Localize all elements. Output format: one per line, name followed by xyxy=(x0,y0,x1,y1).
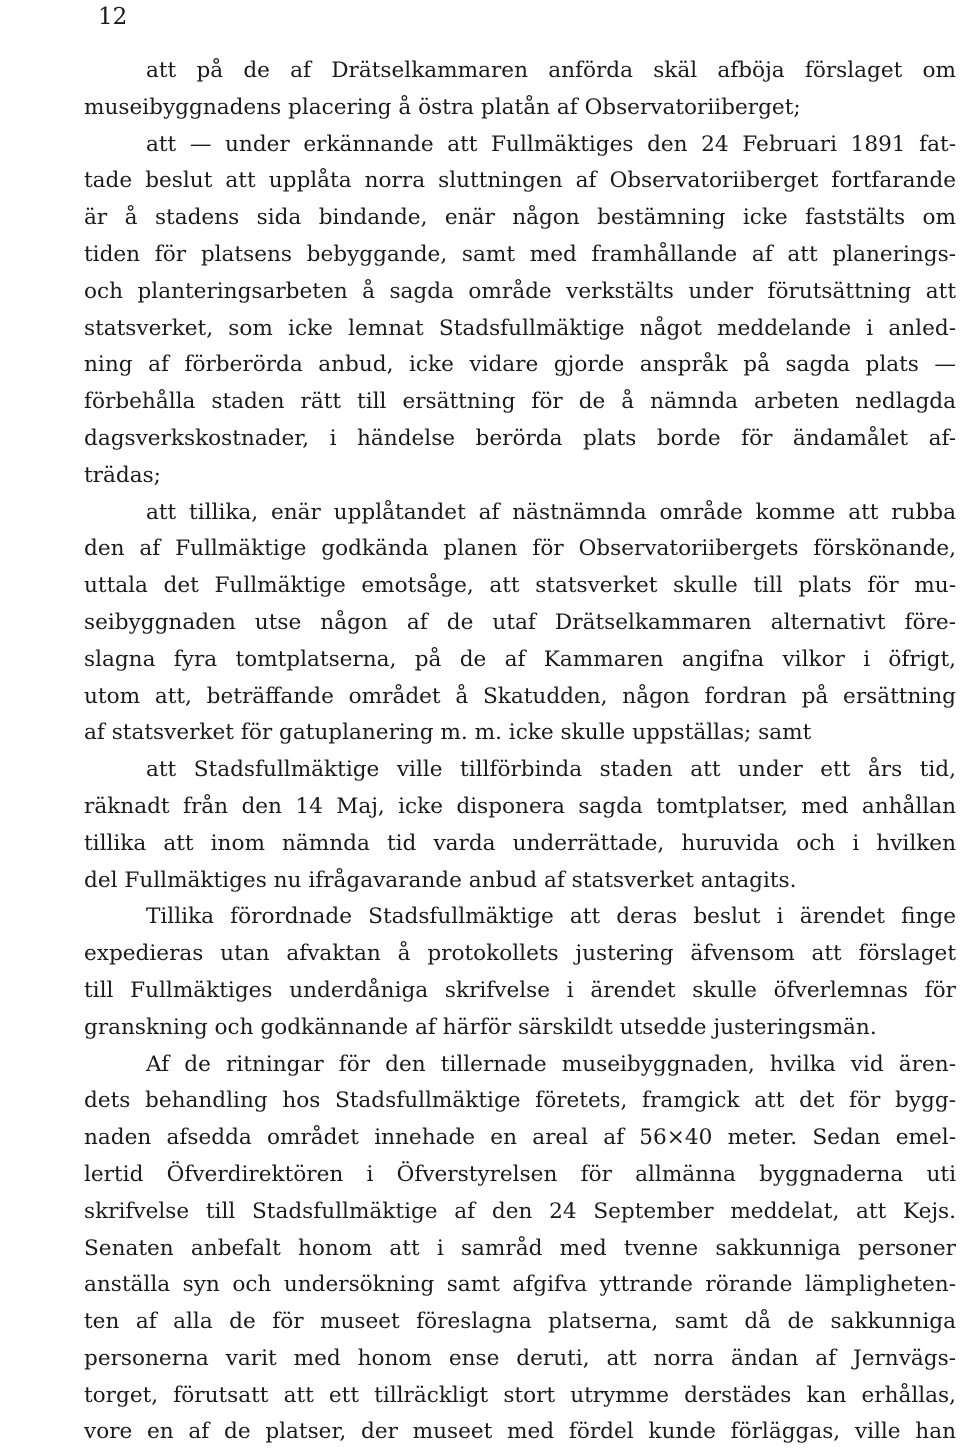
text-line: del Fullmäktiges nu ifrågavarande anbud af statsverket antagits. xyxy=(84,867,797,893)
text-line: att — under erkännande att Fullmäktiges den 24 Februari 1891 fat- xyxy=(146,131,956,157)
text-line: den af Fullmäktige godkända planen för Observatoriibergets förskönande, xyxy=(84,536,956,562)
text-line: ning af förberörda anbud, icke vidare gjorde anspråk på sagda plats — xyxy=(84,352,956,378)
text-line: Senaten anbefalt honom att i samråd med tvenne sakkunniga personer xyxy=(84,1235,956,1261)
text-line: personerna varit med honom ense deruti, att norra ändan af Jernvägs- xyxy=(84,1345,956,1371)
text-line: till Fullmäktiges underdåniga skrifvelse i ärendet skulle öfverlemnas för xyxy=(84,977,956,1003)
text-line: statsverket, som icke lemnat Stadsfullmäktige något meddelande i anled- xyxy=(84,315,956,341)
page-number: 12 xyxy=(98,4,128,30)
text-line: naden afsedda området innehade en areal af 56×40 meter. Sedan emel- xyxy=(84,1125,956,1151)
text-line: räknadt från den 14 Maj, icke disponera sagda tomtplatser, med anhållan xyxy=(84,793,956,819)
text-line: skrifvelse till Stadsfullmäktige af den 24 September meddelat, att Kejs. xyxy=(84,1198,956,1224)
text-line: slagna fyra tomtplatserna, på de af Kammaren angifna vilkor i öfrigt, xyxy=(84,646,956,672)
text-line: uttala det Fullmäktige emotsåge, att statsverket skulle till plats för mu- xyxy=(84,573,956,599)
text-line: af statsverket för gatuplanering m. m. icke skulle uppställas; samt xyxy=(84,720,812,746)
text-line: att tillika, enär upplåtandet af nästnämnda område komme att rubba xyxy=(146,499,956,525)
text-line: torget, förutsatt att ett tillräckligt stort utrymme derstädes kan erhållas, xyxy=(84,1382,956,1408)
text-line: Af de ritningar för den tillernade museibyggnaden, hvilka vid ären- xyxy=(146,1051,956,1077)
text-line: expedieras utan afvaktan å protokollets justering äfvensom att förslaget xyxy=(84,941,956,967)
text-line: förbehålla staden rätt till ersättning för de å nämnda arbeten nedlagda xyxy=(84,389,956,415)
text-line: att på de af Drätselkammaren anförda skäl afböja förslaget om xyxy=(146,58,956,83)
text-line: lertid Öfverdirektören i Öfverstyrelsen för allmänna byggnaderna uti xyxy=(84,1161,956,1187)
text-line: vore en af de platser, der museet med fördel kunde förläggas, ville han xyxy=(84,1419,956,1445)
text-line: anställa syn och undersökning samt afgifva yttrande rörande lämpligheten- xyxy=(84,1272,956,1298)
text-line: och planteringsarbeten å sagda område verkstälts under förutsättning att xyxy=(84,278,956,304)
body-text xyxy=(84,53,956,1451)
text-line: att Stadsfullmäktige ville tillförbinda staden att under ett års tid, xyxy=(146,757,956,783)
text-line: tiden för platsens bebyggande, samt med framhållande af att planerings- xyxy=(84,241,956,267)
text-line: ten af alla de för museet föreslagna platserna, samt då de sakkunniga xyxy=(84,1309,956,1335)
text-line: Tillika förordnade Stadsfullmäktige att deras beslut i ärendet finge xyxy=(146,904,956,930)
text-line: utom att, beträffande området å Skatudden, någon fordran på ersättning xyxy=(84,683,956,709)
text-line: seibyggnaden utse någon af de utaf Drätselkammaren alternativt före- xyxy=(84,609,956,635)
text-line: trädas; xyxy=(84,462,161,488)
text-line: dagsverkskostnader, i händelse berörda plats borde för ändamålet af- xyxy=(84,425,956,451)
text-line: granskning och godkännande af härför särskildt utsedde justeringsmän. xyxy=(84,1014,877,1040)
text-line: dets behandling hos Stadsfullmäktige företets, framgick att det för bygg- xyxy=(84,1088,956,1114)
text-line: tillika att inom nämnda tid varda underrättade, huruvida och i hvilken xyxy=(84,830,956,856)
text-line: tade beslut att upplåta norra sluttningen af Observatoriiberget fortfarande xyxy=(84,168,956,194)
text-line: är å stadens sida bindande, enär någon bestämning icke faststälts om xyxy=(84,205,956,231)
text-line: museibyggnadens placering å östra platån af Observatoriiberget; xyxy=(84,94,801,120)
